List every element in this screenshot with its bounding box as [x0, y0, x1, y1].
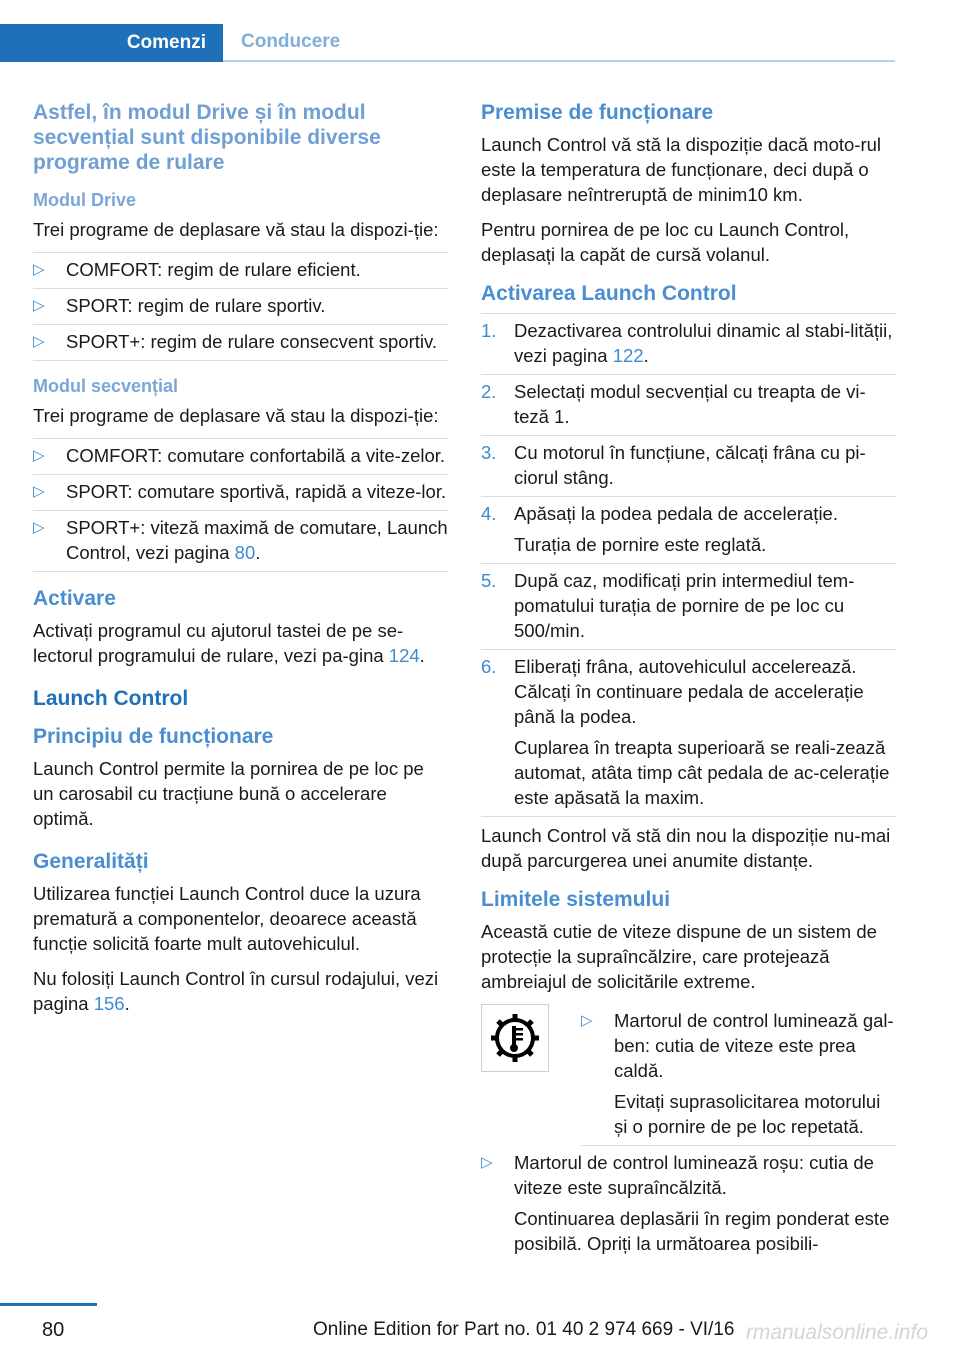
generalitati-text-1: Utilizarea funcției Launch Control duce la uzura prematură a componentelor, deoarece această funcție solicită foarte mult autovehiculul. [33, 883, 421, 954]
page-link[interactable]: 156 [93, 993, 125, 1014]
triangle-bullet-icon: ▷ [33, 297, 45, 314]
footer-accent-line [0, 1303, 97, 1306]
list-item: ▷ SPORT: comutare sportivă, rapidă a viteze‐lor. [33, 475, 448, 511]
list-item: ▷ SPORT+: regim de rulare consecvent sportiv. [33, 325, 448, 361]
list-item: 3. Cu motorul în funcțiune, călcați frâna cu pi‐ciorul stâng. [481, 436, 896, 497]
list-item: ▷ SPORT: regim de rulare sportiv. [33, 289, 448, 325]
right-column [481, 100, 896, 1276]
sequential-program-list [33, 438, 448, 572]
principiu-heading: Principiu de funcționare [33, 725, 274, 748]
drive-mode-heading: Modul Drive [33, 190, 137, 210]
premise-heading: Premise de funcționare [481, 101, 714, 124]
page-link[interactable]: 122 [612, 345, 644, 366]
page-number: 80 [42, 1319, 65, 1341]
list-item: ▷ SPORT+: viteză maximă de comutare, Launch Control, vezi pagina 80. [33, 511, 448, 572]
activation-steps-list [481, 313, 896, 817]
sequential-mode-intro: Trei programe de deplasare vă stau la dispozi‐ție: [33, 405, 439, 426]
limitele-text: Această cutie de viteze dispune de un sistem de protecție la supraîncălzire, care protejează ambreiajul de solicitările extreme. [481, 921, 877, 992]
after-steps-text: Launch Control vă stă din nou la dispoziție nu‐mai după parcurgerea unei anumite distanțe. [481, 825, 891, 871]
drive-mode-intro: Trei programe de deplasare vă stau la dispozi‐ție: [33, 219, 439, 240]
list-item: 5. După caz, modificați prin intermediul tem‐pomatului turația de pornire de pe loc cu 500/min. [481, 564, 896, 650]
gearbox-temperature-icon [481, 1004, 549, 1072]
page-link[interactable]: 124 [388, 645, 420, 666]
triangle-bullet-icon: ▷ [481, 1154, 493, 1171]
activarea-launch-control-heading: Activarea Launch Control [481, 282, 737, 305]
section-title: Astfel, în modul Drive și în modul secvențial sunt disponibile diverse programe de rulare [33, 101, 381, 174]
edition-info: Online Edition for Part no. 01 40 2 974 669 - VI/16 [313, 1319, 735, 1340]
triangle-bullet-icon: ▷ [33, 447, 45, 464]
tab-comenzi[interactable]: Comenzi [0, 24, 223, 62]
generalitati-heading: Generalități [33, 850, 149, 873]
list-item: ▷ Martorul de control luminează roșu: cutia de viteze este supraîncălzită. Continuarea deplasării în regim ponderat este posibilă. Opriți la următoarea posibili‐ [481, 1152, 890, 1254]
triangle-bullet-icon: ▷ [33, 483, 45, 500]
list-item: 1. Dezactivarea controlului dinamic al stabi‐lității, vezi pagina 122. [481, 314, 896, 375]
list-item: ▷ Martorul de control luminează gal‐ben: cutia de viteze este prea caldă. Evitați suprasolicitarea motorului și o pornire de pe loc repetată. [581, 1004, 896, 1146]
list-item: 2. Selectați modul secvențial cu treapta de vi‐teză 1. [481, 375, 896, 436]
warning-list-1 [581, 1004, 896, 1146]
limitele-heading: Limitele sistemului [481, 888, 671, 911]
launch-control-heading: Launch Control [33, 687, 189, 710]
premise-text-1: Launch Control vă stă la dispoziție dacă moto‐rul este la temperatura de funcționare, deci după o deplasare neîntreruptă de minim10 km. [481, 134, 882, 205]
sequential-mode-heading: Modul secvențial [33, 376, 179, 396]
list-item: ▷ COMFORT: regim de rulare eficient. [33, 253, 448, 289]
premise-text-2: Pentru pornirea de pe loc cu Launch Control, deplasați la capăt de cursă volanul. [481, 219, 850, 265]
tab-conducere[interactable]: Conducere [223, 24, 895, 62]
generalitati-text-2: Nu folosiți Launch Control în cursul rodajului, vezi pagina 156. [33, 968, 439, 1014]
top-navigation [0, 0, 960, 62]
triangle-bullet-icon: ▷ [33, 519, 45, 536]
left-column [33, 100, 448, 1026]
list-item: ▷ COMFORT: comutare confortabilă a vite‐zelor. [33, 439, 448, 475]
warning-list-2 [481, 1146, 896, 1262]
triangle-bullet-icon: ▷ [581, 1012, 593, 1029]
page-link[interactable]: 80 [234, 542, 256, 563]
drive-program-list [33, 252, 448, 361]
triangle-bullet-icon: ▷ [33, 261, 45, 278]
list-item: 4. Apăsați la podea pedala de accelerație. Turația de pornire este reglată. [481, 497, 896, 564]
list-item: 6. Eliberați frâna, autovehiculul accelerează. Călcați în continuare pedala de accelerație până la podea. Cuplarea în treapta superioară se reali‐zează automat, atâta timp cât pedala de ac‐celerație este apăsată la maxim. [481, 650, 896, 817]
activare-text: Activați programul cu ajutorul tastei de pe se‐lectorul programului de rulare, vezi pa‐gina 124. [33, 620, 425, 666]
watermark: rmanualsonline.info [745, 1321, 928, 1344]
warning-block [481, 1004, 896, 1146]
principiu-text: Launch Control permite la pornirea de pe loc pe un carosabil cu tracțiune bună o accelerare optimă. [33, 758, 424, 829]
activare-heading: Activare [33, 587, 116, 610]
triangle-bullet-icon: ▷ [33, 333, 45, 350]
